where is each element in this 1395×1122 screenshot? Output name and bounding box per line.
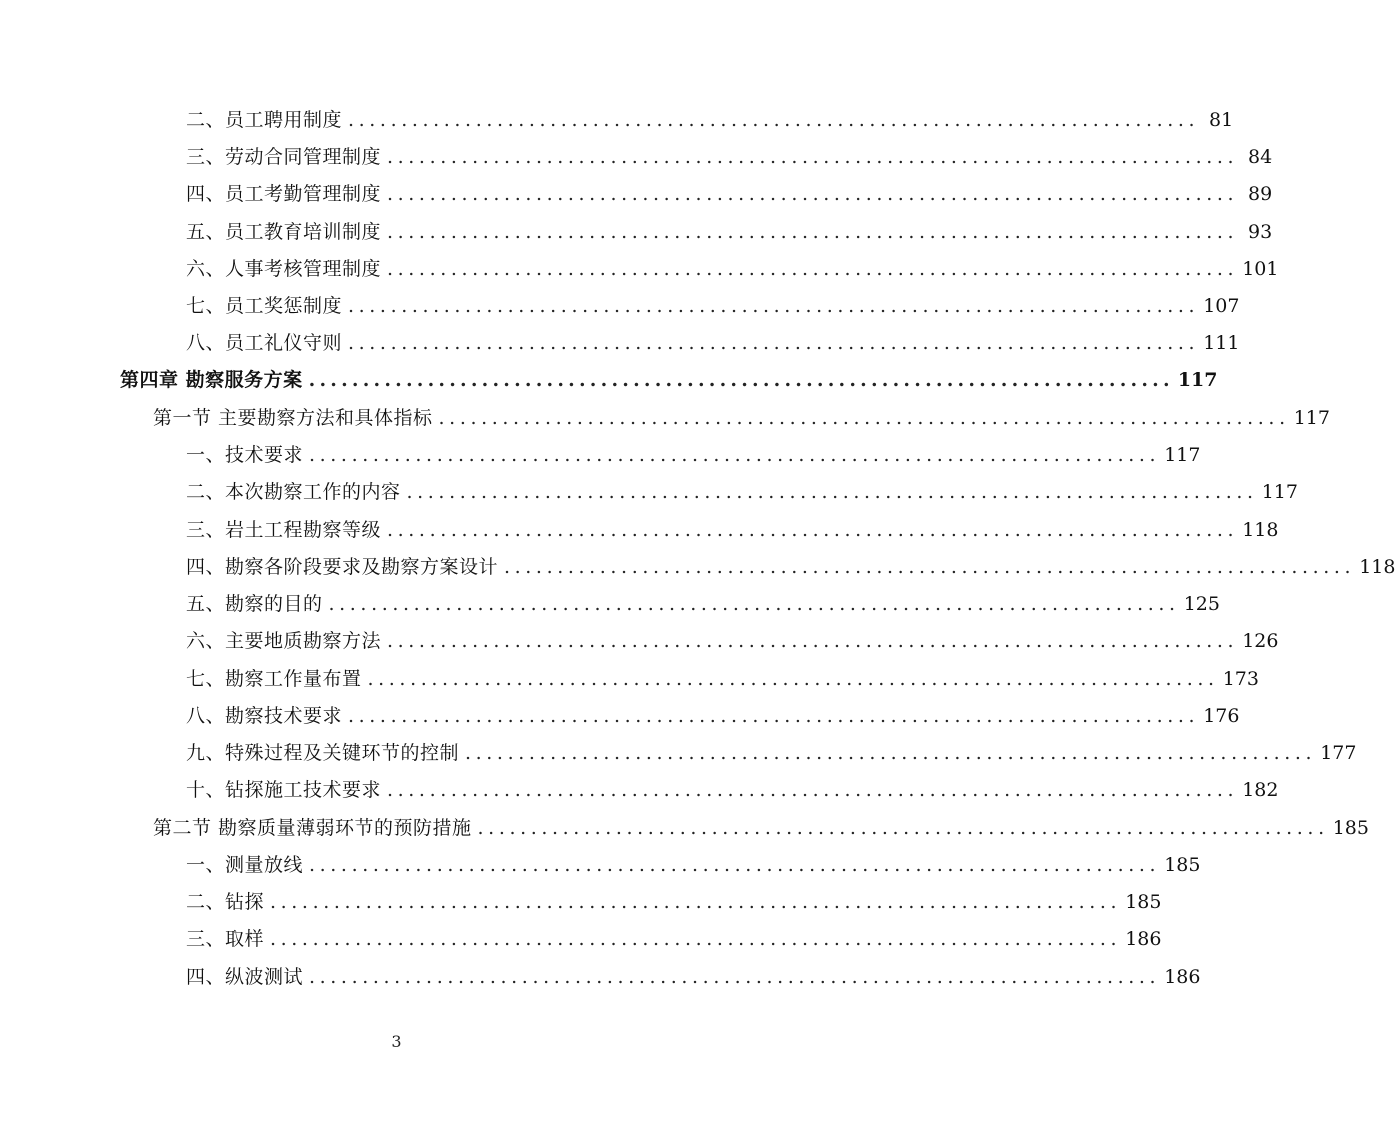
toc-entry[interactable] <box>186 589 1220 619</box>
toc-leader-dots: ................................................................................ <box>328 593 1180 615</box>
toc-leader-dots: ................................................................................ <box>309 444 1161 466</box>
toc-leader-dots: ................................................................................ <box>504 556 1356 578</box>
toc-entry-page: 117 <box>1293 407 1330 429</box>
toc-entry-page: 107 <box>1203 295 1240 317</box>
toc-entry-page: 101 <box>1242 258 1279 280</box>
toc-leader-dots: ................................................................................ <box>309 854 1161 876</box>
toc-entry-title: 第二节 勘察质量薄弱环节的预防措施 <box>153 817 472 839</box>
toc-entry[interactable] <box>186 291 1240 321</box>
toc-leader-dots: ................................................................................ <box>387 146 1239 168</box>
toc-entry-title: 三、劳动合同管理制度 <box>186 146 382 168</box>
toc-entry-title: 五、员工教育培训制度 <box>186 221 382 243</box>
toc-leader-dots: ................................................................................ <box>406 481 1258 503</box>
toc-entry-title: 六、人事考核管理制度 <box>186 258 382 280</box>
toc-entry[interactable] <box>186 328 1240 358</box>
toc-entry[interactable] <box>186 477 1298 507</box>
toc-entry[interactable] <box>186 738 1357 768</box>
toc-entry[interactable] <box>186 552 1395 582</box>
toc-entry-page: 118 <box>1359 556 1395 578</box>
toc-leader-dots: ................................................................................ <box>309 966 1161 988</box>
toc-leader-dots: ................................................................................ <box>387 519 1239 541</box>
toc-entry[interactable] <box>186 626 1279 656</box>
toc-entry-page: 117 <box>1164 444 1201 466</box>
toc-entry-title: 六、主要地质勘察方法 <box>186 630 382 652</box>
toc-entry[interactable] <box>186 515 1279 545</box>
toc-entry-page: 118 <box>1242 519 1279 541</box>
toc-leader-dots: ................................................................................ <box>387 630 1239 652</box>
toc-leader-dots: ................................................................................ <box>387 183 1239 205</box>
toc-entry-title: 五、勘察的目的 <box>186 593 323 615</box>
toc-entry-page: 117 <box>1261 481 1298 503</box>
toc-entry-title: 第一节 主要勘察方法和具体指标 <box>153 407 433 429</box>
toc-entry-page: 117 <box>1177 369 1218 391</box>
toc-entry-page: 176 <box>1203 705 1240 727</box>
toc-entry-page: 84 <box>1248 146 1273 168</box>
toc-leader-dots: ................................................................................ <box>387 221 1239 243</box>
toc-entry-title: 二、本次勘察工作的内容 <box>186 481 401 503</box>
toc-entry[interactable] <box>186 254 1279 284</box>
toc-entry-title: 九、特殊过程及关键环节的控制 <box>186 742 460 764</box>
toc-entry-page: 89 <box>1248 183 1273 205</box>
toc-entry-page: 125 <box>1183 593 1220 615</box>
toc-entry-title: 二、钻探 <box>186 891 265 913</box>
toc-leader-dots: ................................................................................ <box>477 817 1329 839</box>
toc-leader-dots: ................................................................................ <box>348 109 1200 131</box>
toc-entry[interactable] <box>186 887 1162 917</box>
toc-leader-dots: ................................................................................ <box>387 779 1239 801</box>
toc-entry-title: 一、测量放线 <box>186 854 304 876</box>
toc-entry-title: 二、员工聘用制度 <box>186 109 343 131</box>
toc-entry-title: 十、钻探施工技术要求 <box>186 779 382 801</box>
toc-leader-dots: ................................................................................ <box>387 258 1239 280</box>
toc-entry-page: 81 <box>1209 109 1234 131</box>
toc-entry[interactable] <box>186 142 1273 172</box>
toc-entry-title: 八、员工礼仪守则 <box>186 332 343 354</box>
toc-entry[interactable] <box>186 701 1240 731</box>
toc-entry-page: 126 <box>1242 630 1279 652</box>
toc-entry-page: 186 <box>1125 928 1162 950</box>
toc-leader-dots: ................................................................................ <box>465 742 1317 764</box>
toc-entry-title: 三、取样 <box>186 928 265 950</box>
toc-entry-title: 四、勘察各阶段要求及勘察方案设计 <box>186 556 499 578</box>
toc-entry-page: 111 <box>1203 332 1240 354</box>
toc-leader-dots: ................................................................................ <box>438 407 1290 429</box>
toc-entry-page: 186 <box>1164 966 1201 988</box>
toc-entry-title: 四、纵波测试 <box>186 966 304 988</box>
toc-leader-dots: ................................................................................ <box>348 705 1200 727</box>
toc-entry[interactable] <box>186 179 1273 209</box>
toc-leader-dots: ................................................................................ <box>270 928 1122 950</box>
toc-entry-page: 182 <box>1242 779 1279 801</box>
toc-entry-title: 七、员工奖惩制度 <box>186 295 343 317</box>
toc-entry[interactable] <box>186 850 1201 880</box>
toc-leader-dots: ................................................................................ <box>348 295 1200 317</box>
toc-entry-page: 185 <box>1164 854 1201 876</box>
toc-entry-page: 185 <box>1332 817 1369 839</box>
toc-entry-title: 一、技术要求 <box>186 444 304 466</box>
toc-entry-title: 四、员工考勤管理制度 <box>186 183 382 205</box>
toc-entry-page: 93 <box>1248 221 1273 243</box>
toc-entry-title: 八、勘察技术要求 <box>186 705 343 727</box>
toc-leader-dots: ................................................................................ <box>270 891 1122 913</box>
toc-entry[interactable] <box>186 440 1201 470</box>
page-number: 3 <box>391 1032 402 1051</box>
toc-entry-title: 七、勘察工作量布置 <box>186 668 362 690</box>
toc-section-entry[interactable] <box>153 403 1330 433</box>
toc-entry-title: 第四章 勘察服务方案 <box>120 369 303 391</box>
toc-entry[interactable] <box>186 217 1273 247</box>
toc-entry[interactable] <box>186 664 1259 694</box>
toc-chapter-entry[interactable] <box>120 365 1218 395</box>
toc-section-entry[interactable] <box>153 813 1369 843</box>
toc-entry-page: 185 <box>1125 891 1162 913</box>
toc-leader-dots: ................................................................................ <box>308 369 1174 391</box>
toc-entry-page: 177 <box>1320 742 1357 764</box>
toc-leader-dots: ................................................................................ <box>367 668 1219 690</box>
toc-entry-title: 三、岩土工程勘察等级 <box>186 519 382 541</box>
toc-entry[interactable] <box>186 105 1234 135</box>
toc-entry[interactable] <box>186 962 1201 992</box>
toc-leader-dots: ................................................................................ <box>348 332 1200 354</box>
toc-entry-page: 173 <box>1222 668 1259 690</box>
toc-entry[interactable] <box>186 924 1162 954</box>
toc-entry[interactable] <box>186 775 1279 805</box>
